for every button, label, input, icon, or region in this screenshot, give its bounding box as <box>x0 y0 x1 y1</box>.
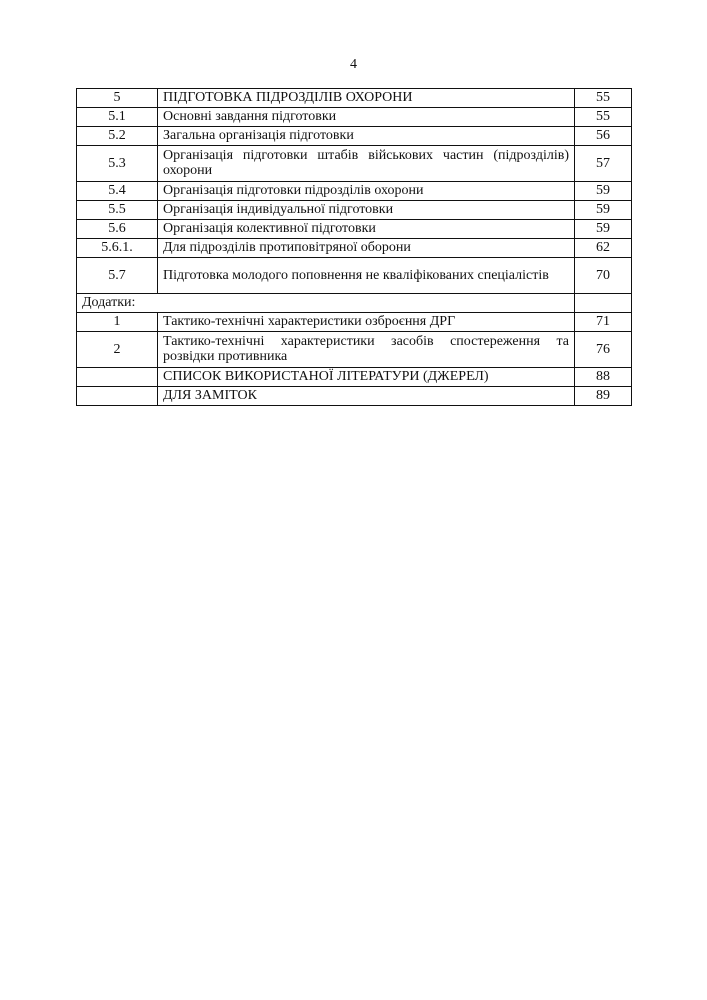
appendix-number <box>77 368 158 387</box>
section-page: 59 <box>575 201 632 220</box>
section-page: 55 <box>575 89 632 108</box>
table-row <box>77 108 632 127</box>
section-page: 62 <box>575 239 632 258</box>
section-number: 5.3 <box>77 146 158 182</box>
appendix-number: 1 <box>77 313 158 332</box>
section-number: 5 <box>77 89 158 108</box>
section-title: Організація підготовки підрозділів охорони <box>158 182 575 201</box>
table-row <box>77 127 632 146</box>
appendix-title: Тактико-технічні характеристики озброєння ДРГ <box>158 313 575 332</box>
section-title: Загальна організація підготовки <box>158 127 575 146</box>
section-title: Організація підготовки штабів військових частин (підрозділів) охорони <box>158 146 575 182</box>
section-title: Організація індивідуальної підготовки <box>158 201 575 220</box>
table-row <box>77 220 632 239</box>
section-page: 70 <box>575 258 632 294</box>
section-number: 5.6 <box>77 220 158 239</box>
appendix-page-empty <box>575 294 632 313</box>
table-row <box>77 387 632 406</box>
section-page: 56 <box>575 127 632 146</box>
table-row <box>77 201 632 220</box>
section-title: ПІДГОТОВКА ПІДРОЗДІЛІВ ОХОРОНИ <box>158 89 575 108</box>
section-title: Для підрозділів протиповітряної оборони <box>158 239 575 258</box>
appendix-label: Додатки: <box>77 294 575 313</box>
section-number: 5.4 <box>77 182 158 201</box>
section-number: 5.1 <box>77 108 158 127</box>
appendix-title: Тактико-технічні характеристики засобів спостереження та розвідки противника <box>158 332 575 368</box>
table-row <box>77 146 632 182</box>
section-title: Підготовка молодого поповнення не кваліфікованих спеціалістів <box>158 258 575 294</box>
notes-title: ДЛЯ ЗАМІТОК <box>158 387 575 406</box>
table-row <box>77 258 632 294</box>
section-title: Основні завдання підготовки <box>158 108 575 127</box>
table-row <box>77 182 632 201</box>
appendix-page: 71 <box>575 313 632 332</box>
references-title: СПИСОК ВИКОРИСТАНОЇ ЛІТЕРАТУРИ (ДЖЕРЕЛ) <box>158 368 575 387</box>
notes-page: 89 <box>575 387 632 406</box>
section-number: 5.6.1. <box>77 239 158 258</box>
table-row <box>77 89 632 108</box>
section-number: 5.2 <box>77 127 158 146</box>
table-row <box>77 313 632 332</box>
section-page: 57 <box>575 146 632 182</box>
references-page: 88 <box>575 368 632 387</box>
table-row <box>77 332 632 368</box>
table-of-contents <box>76 88 632 406</box>
section-page: 55 <box>575 108 632 127</box>
appendix-header-row <box>77 294 632 313</box>
section-number: 5.7 <box>77 258 158 294</box>
appendix-page: 76 <box>575 332 632 368</box>
section-page: 59 <box>575 220 632 239</box>
section-number: 5.5 <box>77 201 158 220</box>
section-page: 59 <box>575 182 632 201</box>
section-title: Організація колективної підготовки <box>158 220 575 239</box>
page-number: 4 <box>350 57 357 72</box>
table-row <box>77 239 632 258</box>
appendix-number: 2 <box>77 332 158 368</box>
appendix-number <box>77 387 158 406</box>
table-row <box>77 368 632 387</box>
